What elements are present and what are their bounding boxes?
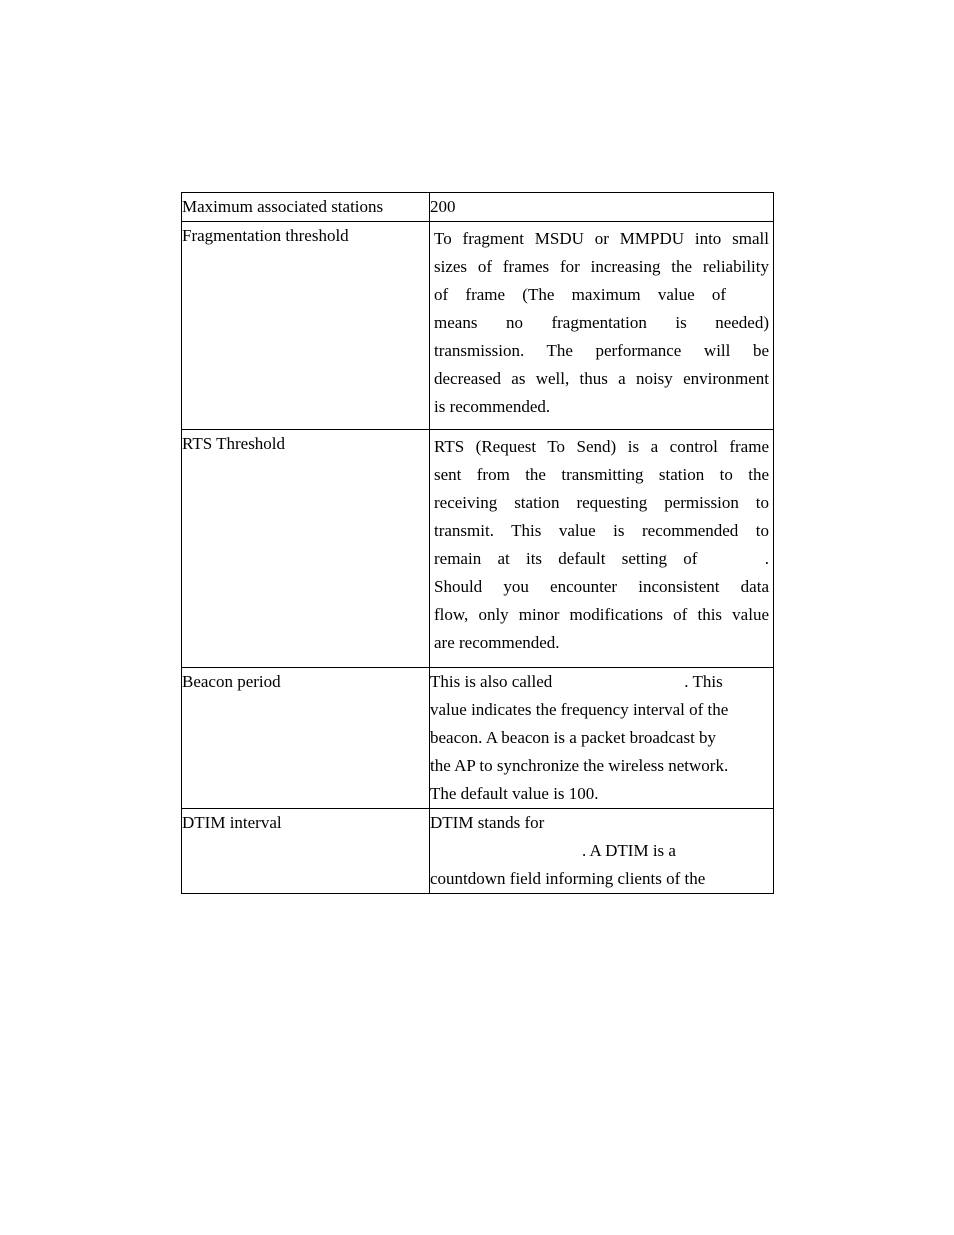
desc-fragment: . (764, 549, 769, 568)
desc-fragment: . A DTIM is a (582, 841, 676, 860)
desc-line (430, 668, 773, 696)
table-row (182, 222, 774, 430)
desc-line: Should you encounter inconsistent data (434, 577, 769, 596)
param-name (182, 809, 430, 894)
desc-line: RTS (Request To Send) is a control frame (434, 437, 769, 456)
param-value: 200 (430, 197, 456, 216)
desc-line: The default value is 100. (430, 784, 599, 803)
param-name-text: Beacon period (182, 672, 281, 691)
desc-line: beacon. A beacon is a packet broadcast by (430, 728, 717, 747)
desc-line: decreased as well, thus a noisy environment (434, 369, 769, 388)
desc-line (430, 837, 773, 865)
desc-line (434, 545, 769, 573)
param-name-text: RTS Threshold (182, 434, 286, 453)
desc-line: receiving station requesting permission to (434, 493, 769, 512)
table-row (182, 193, 774, 222)
table-row (182, 668, 774, 809)
param-name-text: Fragmentation threshold (182, 226, 349, 245)
desc-line: are recommended. (434, 633, 560, 652)
param-name-text: DTIM interval (182, 813, 282, 832)
param-desc (430, 193, 774, 222)
param-name-text: Maximum associated stations (182, 197, 384, 216)
table-row (182, 809, 774, 894)
desc-fragment: remain at its default setting of (434, 549, 698, 568)
desc-line: of frame (The maximum value of (434, 285, 727, 304)
desc-line: flow, only minor modifications of this value (434, 605, 769, 624)
desc-line: the AP to synchronize the wireless network. (430, 756, 729, 775)
desc-line: sizes of frames for increasing the reliability (434, 257, 769, 276)
param-desc (430, 668, 774, 809)
desc-fragment: . This (684, 672, 723, 691)
param-name (182, 222, 430, 430)
param-desc (430, 222, 774, 430)
param-name (182, 430, 430, 668)
param-desc (430, 809, 774, 894)
param-desc (430, 430, 774, 668)
desc-line: transmission. The performance will be (434, 341, 769, 360)
desc-line: transmit. This value is recommended to (434, 521, 769, 540)
desc-line: countdown field informing clients of the (430, 869, 706, 888)
desc-line: DTIM stands for (430, 813, 545, 832)
desc-line: value indicates the frequency interval of the (430, 700, 729, 719)
parameter-table (181, 192, 774, 894)
param-name (182, 193, 430, 222)
desc-line: means no fragmentation is needed) (434, 313, 769, 332)
param-name (182, 668, 430, 809)
desc-line: To fragment MSDU or MMPDU into small (434, 229, 769, 248)
desc-line: is recommended. (434, 397, 551, 416)
desc-fragment: This is also called (430, 672, 553, 691)
desc-line: sent from the transmitting station to the (434, 465, 769, 484)
table-row (182, 430, 774, 668)
